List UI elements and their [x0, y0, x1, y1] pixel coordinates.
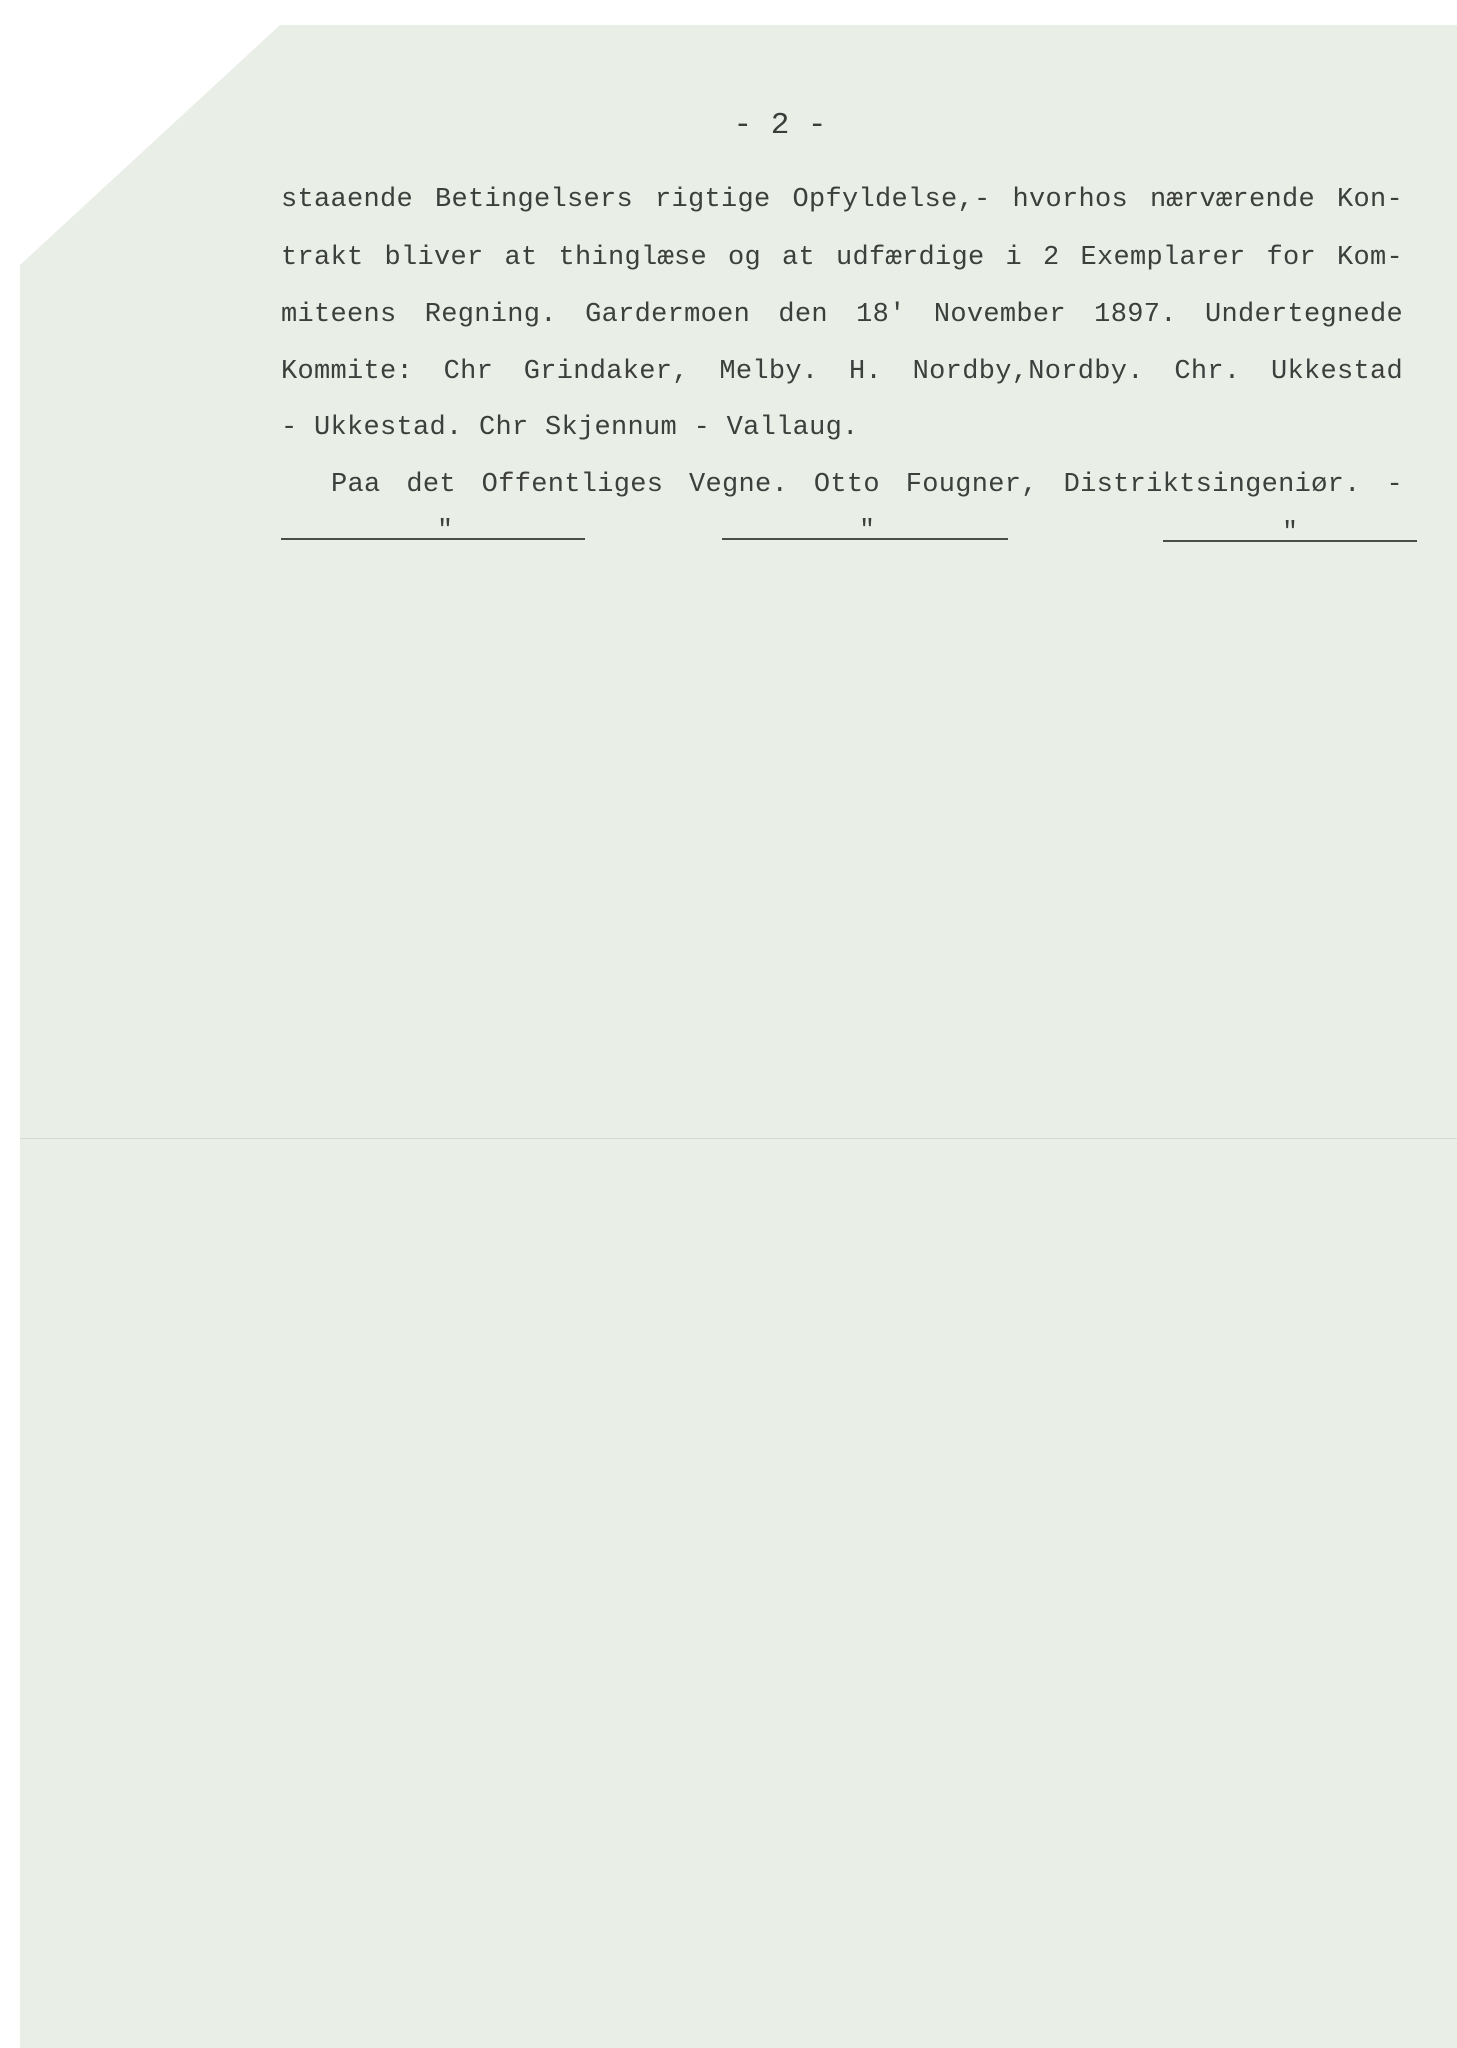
page-number: - 2 -: [733, 108, 827, 143]
body-line-5: - Ukkestad. Chr Skjennum - Vallaug.: [281, 413, 859, 443]
ditto-mark-3: ": [1282, 517, 1298, 547]
closing-line: Paa det Offentliges Vegne. Otto Fougner, Distriktsingeniør. -: [331, 470, 1403, 500]
body-line-4: Kommite: Chr Grindaker, Melby. H. Nordby,Nordby. Chr. Ukkestad: [281, 357, 1403, 387]
body-line-1: staaende Betingelsers rigtige Opfyldelse,- hvorhos nærværende Kon-: [281, 185, 1403, 215]
body-line-3: miteens Regning. Gardermoen den 18' November 1897. Undertegnede: [281, 300, 1403, 330]
ditto-mark-1: ": [437, 515, 453, 545]
body-line-2: trakt bliver at thinglæse og at udfærdige i 2 Exemplarer for Kom-: [281, 243, 1403, 273]
fold-line: [20, 1138, 1457, 1139]
ditto-mark-2: ": [859, 515, 875, 545]
